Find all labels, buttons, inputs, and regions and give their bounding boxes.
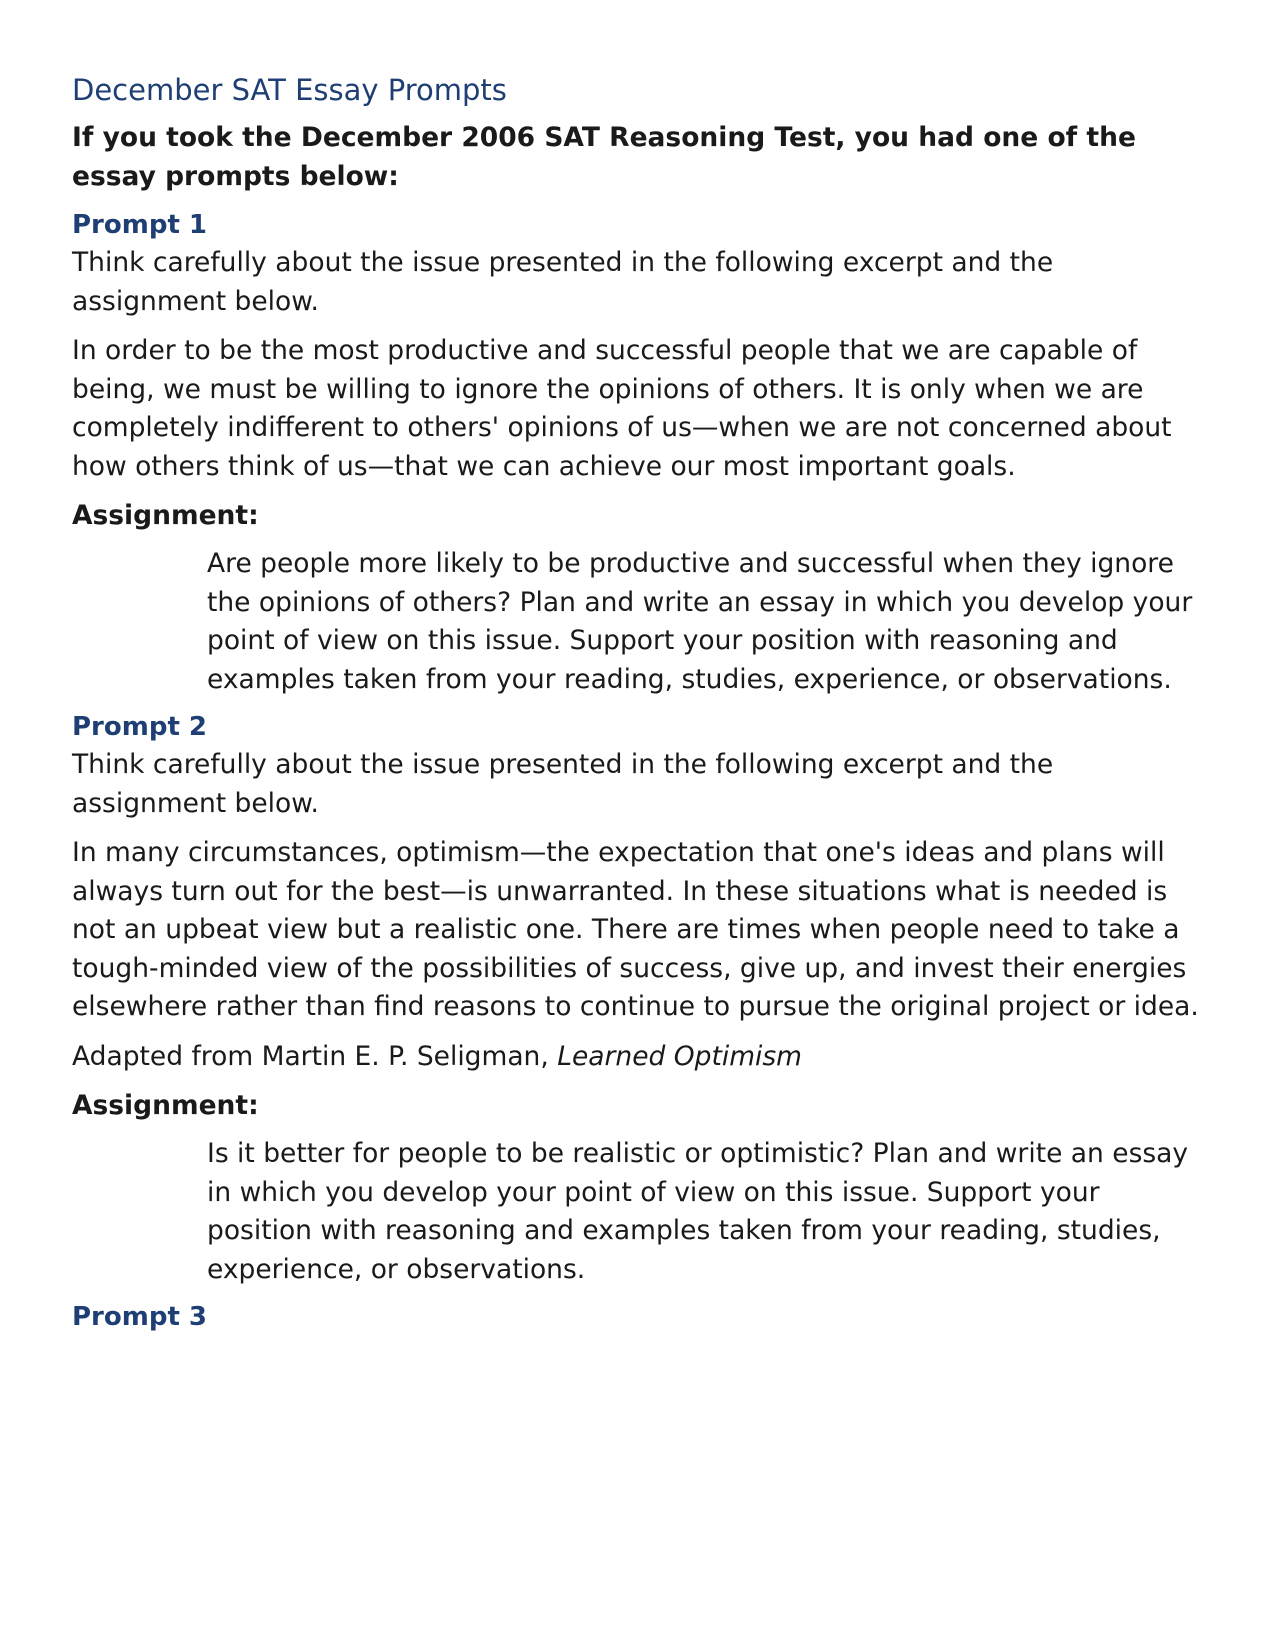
document-title: December SAT Essay Prompts bbox=[72, 73, 507, 107]
prompt-2-instruction: Think carefully about the issue presented in the following excerpt and the assignment below. bbox=[72, 749, 1054, 819]
prompt-2-source bbox=[72, 1038, 1202, 1077]
prompt-3-section bbox=[72, 1298, 1202, 1336]
prompt-2-heading: Prompt 2 bbox=[72, 712, 208, 742]
prompt-1-instruction: Think carefully about the issue presented in the following excerpt and the assignment below. bbox=[72, 247, 1054, 317]
prompt-1-section bbox=[72, 206, 1202, 699]
intro-paragraph: If you took the December 2006 SAT Reasoning Test, you had one of the essay prompts below: bbox=[72, 122, 1136, 192]
prompt-1-assignment-label: Assignment: bbox=[72, 500, 259, 531]
prompt-2-assignment-label: Assignment: bbox=[72, 1090, 259, 1121]
prompt-2-excerpt: In many circumstances, optimism—the expectation that one's ideas and plans will always turn out for the best—is unwarranted. In these situations what is needed is not an upbeat view but a realistic one. There are times when people need to take a tough-minded view of the possibilities of success, give up, and invest their energies elsewhere rather than find reasons to continue to pursue the original project or idea. bbox=[72, 837, 1199, 1022]
prompt-2-section bbox=[72, 708, 1202, 1289]
prompt-1-assignment-text: Are people more likely to be productive and successful when they ignore the opinions of others? Plan and write an essay in which you develop your point of view on this issue. Support your position with reasoning and examples taken from your reading, studies, experience, or observations. bbox=[207, 548, 1193, 695]
prompt-1-excerpt: In order to be the most productive and successful people that we are capable of being, we must be willing to ignore the opinions of others. It is only when we are completely indifferent to others' opinions of us—when we are not concerned about how others think of us—that we can achieve our most important goals. bbox=[72, 335, 1172, 482]
source-book-title: Learned Optimism bbox=[557, 1040, 802, 1072]
source-prefix: Adapted from Martin E. P. Seligman, bbox=[72, 1040, 558, 1072]
prompt-2-assignment-text: Is it better for people to be realistic or optimistic? Plan and write an essay in which you develop your point of view on this issue. Support your position with reasoning and examples taken from your reading, studies, experience, or observations. bbox=[207, 1138, 1189, 1285]
prompt-1-heading: Prompt 1 bbox=[72, 210, 208, 240]
document-page bbox=[72, 72, 1202, 1336]
prompt-3-heading: Prompt 3 bbox=[72, 1302, 208, 1332]
